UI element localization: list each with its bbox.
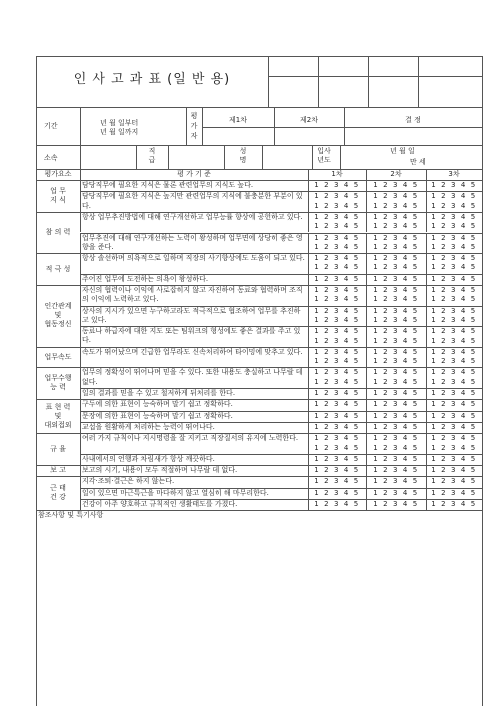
score-scale-r3[interactable]: 1 2 3 4 5 [431,192,477,201]
score-scale-r1[interactable]: 1 2 3 4 5 [314,181,360,189]
rule-line [168,145,169,169]
score-scale-r1[interactable]: 1 2 3 4 5 [314,454,360,463]
score-scale-r3[interactable]: 1 2 3 4 5 [431,477,477,486]
score-scale-r1[interactable]: 1 2 3 4 5 [314,274,360,283]
first-evaluator-label: 제1차 [229,116,247,124]
score-scale-r3[interactable]: 1 2 3 4 5 [431,454,477,463]
rule-line [366,233,367,254]
evaluator-label-1: 평 [190,112,198,120]
rule-line [368,56,369,107]
score-scale-r3[interactable]: 1 2 3 4 5 [431,233,477,242]
score-scale-r2[interactable]: 1 2 3 4 5 [373,181,419,189]
criteria-text: 여러 가지 규칙이나 지시명령을 잘 지키고 직장질서의 유지에 노력한다. [82,434,299,443]
score-scale-r1[interactable]: 1 2 3 4 5 [314,377,360,386]
score-scale-r1[interactable]: 1 2 3 4 5 [314,434,360,443]
criteria-text: 항상 솔선하며 의욕적으로 일하며 직장의 사기향상에도 도움이 되고 있다. [82,254,305,263]
criteria-text: 사내에서의 언행과 차림새가 항상 깨끗하다. [82,454,215,463]
rule-line [268,56,269,107]
rule-line [80,399,81,410]
score-scale-r2[interactable]: 1 2 3 4 5 [373,222,419,231]
score-scale-r1[interactable]: 1 2 3 4 5 [314,466,360,475]
factor-label: 업 무 지 식 [50,186,66,204]
round2-header: 2차 [390,170,402,178]
rule-line [426,476,427,487]
criteria-text: 상사의 지시가 있으면 누구하고라도 적극적으로 협조하여 업무를 추진하고 있다. [82,306,301,324]
rule-line [366,253,367,274]
score-scale-r1[interactable]: 1 2 3 4 5 [314,286,360,294]
rule-line [426,499,427,510]
dept-label: 소속 [44,154,58,162]
rule-line [426,274,427,285]
score-scale-r1[interactable]: 1 2 3 4 5 [314,443,360,452]
rule-line [340,145,341,169]
rule-line [224,145,225,169]
rule-line [366,388,367,399]
rule-line [366,169,367,180]
score-scale-r1[interactable]: 1 2 3 4 5 [314,411,360,420]
rule-line [482,56,483,706]
score-scale-r1[interactable]: 1 2 3 4 5 [314,488,360,497]
score-scale-r3[interactable]: 1 2 3 4 5 [431,466,477,475]
score-scale-r1[interactable]: 1 2 3 4 5 [314,327,360,336]
rule-line [80,180,81,191]
criteria-text: 업무추진에 대해 연구개선하는 노력이 왕성하며 업무면에 상당히 좋은 영향을 준다. [82,233,303,251]
name-label-2: 명 [239,156,247,164]
factor-label: 인간관계 및 협동정신 [44,302,72,329]
criteria-text: 교섭을 원활하게 처리하는 능력이 뛰어나다. [82,422,215,431]
page-title: 인 사 고 과 표 (일 반 용) [73,72,231,87]
second-evaluator-label: 제2차 [300,116,318,124]
score-scale-r3[interactable]: 1 2 3 4 5 [431,295,477,304]
score-scale-r1[interactable]: 1 2 3 4 5 [314,422,360,431]
evaluator-label-3: 자 [190,132,198,140]
rule-line [308,285,309,306]
rule-line [366,488,367,499]
score-scale-r3[interactable]: 1 2 3 4 5 [431,500,477,508]
score-scale-r3[interactable]: 1 2 3 4 5 [431,377,477,386]
score-scale-r2[interactable]: 1 2 3 4 5 [373,242,419,251]
rule-line [318,56,319,107]
rule-line [426,465,427,476]
rule-line [366,465,367,476]
rule-line [426,212,427,233]
score-scale-r2[interactable]: 1 2 3 4 5 [373,443,419,452]
rule-line [426,433,427,454]
rule-line [426,306,427,327]
score-scale-r1[interactable]: 1 2 3 4 5 [314,500,360,508]
rule-line [80,326,81,347]
score-scale-r1[interactable]: 1 2 3 4 5 [314,295,360,304]
rule-line [426,233,427,254]
score-scale-r3[interactable]: 1 2 3 4 5 [431,254,477,263]
rule-line [308,454,309,465]
rule-line [366,411,367,422]
evaluator-label-2: 가 [190,122,198,130]
score-scale-r3[interactable]: 1 2 3 4 5 [431,368,477,377]
rule-line [80,422,81,433]
score-scale-r1[interactable]: 1 2 3 4 5 [314,368,360,377]
score-scale-r1[interactable]: 1 2 3 4 5 [314,477,360,486]
rule-line [308,388,309,399]
rule-line [80,465,81,476]
rule-line [366,347,367,368]
score-scale-r2[interactable]: 1 2 3 4 5 [373,434,419,443]
score-scale-r2[interactable]: 1 2 3 4 5 [373,327,419,336]
rule-line [308,433,309,454]
score-scale-r1[interactable]: 1 2 3 4 5 [314,192,360,201]
rule-line [366,180,367,191]
score-scale-r2[interactable]: 1 2 3 4 5 [373,422,419,431]
score-scale-r1[interactable]: 1 2 3 4 5 [314,254,360,263]
score-scale-r2[interactable]: 1 2 3 4 5 [373,357,419,366]
score-scale-r3[interactable]: 1 2 3 4 5 [431,306,477,315]
factor-label: 참 의 력 [45,228,71,236]
approval-label: 결 정 [405,116,421,124]
rule-line [80,488,81,499]
score-scale-r3[interactable]: 1 2 3 4 5 [431,389,477,397]
criteria-text: 담당직무에 필요한 지식은 물론 관련업무의 지식도 높다. [82,181,254,189]
rule-line [426,285,427,306]
score-scale-r1[interactable]: 1 2 3 4 5 [314,315,360,324]
score-scale-r2[interactable]: 1 2 3 4 5 [373,347,419,356]
period-end: 년 월 일까지 [100,128,139,136]
score-scale-r2[interactable]: 1 2 3 4 5 [373,466,419,475]
score-scale-r3[interactable]: 1 2 3 4 5 [431,422,477,431]
rule-line [186,107,187,145]
criteria-text: 속도가 뛰어났으며 긴급한 업무라도 신속처리하여 타이밍에 맞추고 있다. [82,347,303,356]
rule-line [426,253,427,274]
rule-line [426,347,427,368]
rule-line [80,212,81,233]
criteria-text: 일의 결과를 믿을 수 있고 철저하게 뒤처리를 한다. [82,389,236,397]
rule-line [366,476,367,487]
criteria-text: 업무의 정확성이 뛰어나며 믿을 수 있다. 또한 내용도 충실하고 나무랄 데 없다. [82,368,303,386]
score-scale-r2[interactable]: 1 2 3 4 5 [373,192,419,201]
rule-line [262,145,263,169]
rule-line [308,347,309,368]
score-scale-r3[interactable]: 1 2 3 4 5 [431,242,477,251]
score-scale-r3[interactable]: 1 2 3 4 5 [431,327,477,336]
score-scale-r2[interactable]: 1 2 3 4 5 [373,263,419,272]
rule-line [36,56,482,57]
score-scale-r1[interactable]: 1 2 3 4 5 [314,222,360,231]
period-start: 년 월 일부터 [100,119,139,127]
appraisal-form [36,56,482,706]
rule-line [80,285,81,306]
score-scale-r3[interactable]: 1 2 3 4 5 [431,443,477,452]
join-year-label-1: 입사 [317,147,331,155]
rule-line [308,465,309,476]
rule-line [36,145,482,146]
score-scale-r2[interactable]: 1 2 3 4 5 [373,274,419,283]
factor-label: 규 율 [50,444,66,453]
rule-line [308,411,309,422]
score-scale-r3[interactable]: 1 2 3 4 5 [431,286,477,294]
score-scale-r2[interactable]: 1 2 3 4 5 [373,389,419,397]
rule-line [36,107,482,108]
factor-label: 업무수행 능 력 [44,374,72,392]
rule-line [308,191,309,212]
score-scale-r2[interactable]: 1 2 3 4 5 [373,477,419,486]
rule-line [426,411,427,422]
score-scale-r3[interactable]: 1 2 3 4 5 [431,274,477,283]
rule-line [308,488,309,499]
rule-line [418,56,419,107]
rule-line [80,411,81,422]
score-scale-r3[interactable]: 1 2 3 4 5 [431,212,477,221]
rule-line [366,433,367,454]
criteria-text: 항상 업무추진방법에 대해 연구개선하고 업무능률 향상에 공헌하고 있다. [82,212,303,221]
name-label-1: 성 [239,147,247,155]
score-scale-r3[interactable]: 1 2 3 4 5 [431,315,477,324]
period-label: 기간 [44,122,58,130]
factor-label: 보 고 [50,466,66,475]
score-scale-r1[interactable]: 1 2 3 4 5 [314,212,360,221]
rule-line [80,388,81,399]
notes-label: 참조사항 및 특기사항 [38,511,104,520]
score-scale-r1[interactable]: 1 2 3 4 5 [314,201,360,210]
score-scale-r1[interactable]: 1 2 3 4 5 [314,306,360,315]
rule-line [80,499,81,510]
score-scale-r3[interactable]: 1 2 3 4 5 [431,488,477,497]
rule-line [80,274,81,285]
score-scale-r2[interactable]: 1 2 3 4 5 [373,201,419,210]
round3-header: 3차 [448,170,460,178]
join-year-label-2: 년도 [317,156,331,164]
rule-line [80,107,81,145]
score-scale-r2[interactable]: 1 2 3 4 5 [373,454,419,463]
score-scale-r1[interactable]: 1 2 3 4 5 [314,242,360,251]
score-scale-r2[interactable]: 1 2 3 4 5 [373,488,419,497]
rule-line [274,107,275,145]
rule-line [426,180,427,191]
score-scale-r2[interactable]: 1 2 3 4 5 [373,411,419,420]
criteria-text: 일이 있으면 마근특근을 마다하지 않고 열심히 해 마무리한다. [82,488,269,497]
rule-line [268,76,482,77]
rule-line [80,347,81,368]
score-scale-r2[interactable]: 1 2 3 4 5 [373,315,419,324]
rule-line [366,285,367,306]
score-scale-r3[interactable]: 1 2 3 4 5 [431,181,477,189]
score-scale-r3[interactable]: 1 2 3 4 5 [431,336,477,345]
factor-label: 근 태 건 강 [50,484,66,502]
rule-line [366,367,367,388]
rule-line [308,169,309,180]
score-scale-r3[interactable]: 1 2 3 4 5 [431,400,477,409]
criteria-text: 주어진 업무에 도전하는 의욕이 왕성하다. [82,274,209,283]
rule-line [366,499,367,510]
rule-line [308,326,309,347]
rule-line [366,422,367,433]
rule-line [202,107,203,145]
score-scale-r2[interactable]: 1 2 3 4 5 [373,306,419,315]
rule-line [136,145,137,169]
rule-line [426,191,427,212]
score-scale-r1[interactable]: 1 2 3 4 5 [314,347,360,356]
score-scale-r3[interactable]: 1 2 3 4 5 [431,263,477,272]
rule-line [366,212,367,233]
score-scale-r2[interactable]: 1 2 3 4 5 [373,254,419,263]
factor-label: 적 극 성 [45,264,71,273]
score-scale-r2[interactable]: 1 2 3 4 5 [373,295,419,304]
rule-line [308,233,309,254]
rule-line [426,326,427,347]
date-label: 년 월 일 [390,147,415,155]
score-scale-r3[interactable]: 1 2 3 4 5 [431,347,477,356]
rule-line [80,367,81,388]
rule-line [366,326,367,347]
factor-header: 평가요소 [44,170,72,178]
rule-line [426,169,427,180]
score-scale-r1[interactable]: 1 2 3 4 5 [314,357,360,366]
rule-line [426,422,427,433]
score-scale-r2[interactable]: 1 2 3 4 5 [373,500,419,508]
rule-line [426,399,427,410]
criteria-text: 보고의 시기, 내용이 모두 적절하며 나무랄 데 없다. [82,466,238,475]
rank-label-2: 급 [148,156,156,164]
rule-line [80,306,81,327]
rule-line [426,454,427,465]
criteria-text: 구두에 의한 표현이 능숙하며 말기 쉽고 정확하다. [82,400,233,409]
score-scale-r1[interactable]: 1 2 3 4 5 [314,336,360,345]
rule-line [366,191,367,212]
score-scale-r3[interactable]: 1 2 3 4 5 [431,411,477,420]
rule-line [308,422,309,433]
criteria-text: 지각·조퇴·결근은 하지 않는다. [82,477,175,486]
rule-line [366,454,367,465]
rule-line [80,433,81,454]
age-label: 만 세 [410,158,426,166]
round1-header: 1차 [331,170,343,178]
score-scale-r1[interactable]: 1 2 3 4 5 [314,263,360,272]
rule-line [366,306,367,327]
rule-line [308,274,309,285]
factor-label: 업무속도 [44,352,72,361]
score-scale-r3[interactable]: 1 2 3 4 5 [431,201,477,210]
rank-label-1: 직 [148,147,156,155]
factor-label: 표 현 력 및 대외접외 [44,402,72,429]
score-scale-r2[interactable]: 1 2 3 4 5 [373,377,419,386]
rule-line [308,180,309,191]
score-scale-r2[interactable]: 1 2 3 4 5 [373,212,419,221]
rule-line [308,476,309,487]
rule-line [80,145,81,169]
rule-line [344,107,345,145]
rule-line [426,367,427,388]
score-scale-r2[interactable]: 1 2 3 4 5 [373,233,419,242]
score-scale-r3[interactable]: 1 2 3 4 5 [431,434,477,443]
score-scale-r3[interactable]: 1 2 3 4 5 [431,357,477,366]
score-scale-r1[interactable]: 1 2 3 4 5 [314,233,360,242]
rule-line [80,233,81,254]
rule-line [308,212,309,233]
rule-line [308,306,309,327]
rule-line [308,367,309,388]
score-scale-r2[interactable]: 1 2 3 4 5 [373,286,419,294]
rule-line [80,476,81,487]
score-scale-r2[interactable]: 1 2 3 4 5 [373,368,419,377]
score-scale-r2[interactable]: 1 2 3 4 5 [373,400,419,409]
rule-line [202,127,482,128]
criteria-text: 담당직무에 필요한 지식은 높지만 관련업무의 지식에 불충분한 부분이 있다. [82,192,303,210]
criteria-header: 평 가 기 준 [177,170,211,178]
rule-line [80,253,81,274]
rule-line [308,399,309,410]
criteria-text: 문장에 의한 표현이 능숙하며 말기 쉽고 정확하다. [82,411,233,420]
score-scale-r1[interactable]: 1 2 3 4 5 [314,389,360,397]
criteria-text: 자신의 협력이나 이익에 사로잡히지 않고 자진하여 동료와 협력하며 조직의 이익에 노력하고 있다. [82,286,303,304]
rule-line [426,488,427,499]
rule-line [366,274,367,285]
score-scale-r2[interactable]: 1 2 3 4 5 [373,336,419,345]
rule-line [80,454,81,465]
criteria-text: 동료나 하급자에 대한 지도 또는 팀워크의 형성에도 좋은 결과를 주고 있다. [82,327,301,345]
rule-line [308,499,309,510]
rule-line [308,253,309,274]
rule-line [426,388,427,399]
criteria-text: 건강이 아주 양호하고 규칙적인 생활태도를 가졌다. [82,500,238,508]
rule-line [80,169,81,180]
rule-line [80,191,81,212]
score-scale-r3[interactable]: 1 2 3 4 5 [431,222,477,231]
score-scale-r1[interactable]: 1 2 3 4 5 [314,400,360,409]
rule-line [366,399,367,410]
